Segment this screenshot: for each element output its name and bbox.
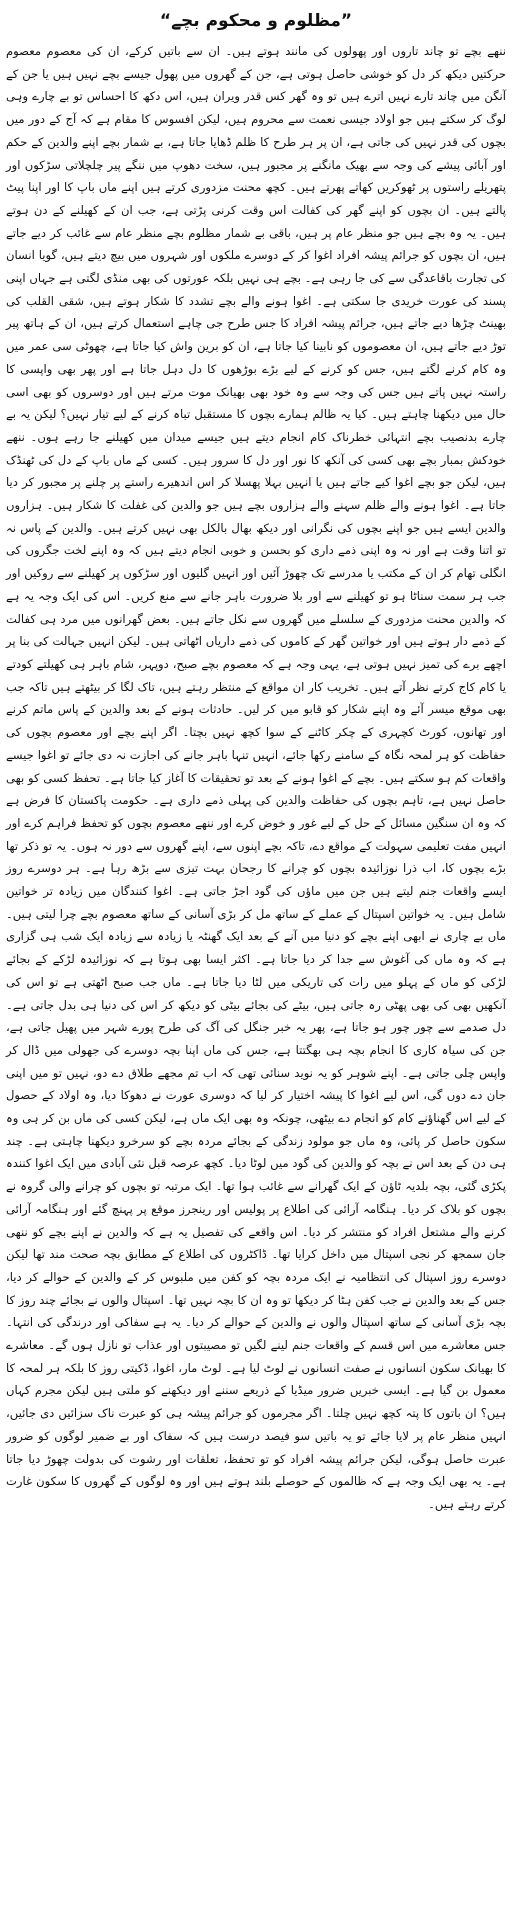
article-paragraph: ننھے بچے تو چاند تاروں اور پھولوں کی مانند ہوتے ہیں۔ ان سے باتیں کرکے، ان کی معصوم معصوم حرکتیں دیکھ کر دل کو خوشی حاصل ہوتی ہے، جن کے گھروں میں پھول جیسے بچے نہیں ہیں یا جن کے آنگن میں چاند تارے نہیں اترے ہیں تو وہ گھر کس قدر ویران ہیں، اس دکھ کا احساس تو بے چارے وہی لوگ کر سکتے ہیں جو اولاد جیسی نعمت سے محروم ہیں، لیکن افسوس کا مقام ہے کہ آج کے دور میں بچوں کی قدر نہیں کی جاتی ہے، ان پر ہر طرح کا ظلم ڈھایا جاتا ہے، بے شمار بچے اپنے والدین کے حکم اور آبائی پیشے کی وجہ سے بھیک مانگنے پر مجبور ہیں، سخت دھوپ میں ننگے پیر چلچلاتی سڑکوں اور پتھریلے راستوں پر ٹھوکریں کھاتے پھرتے ہیں۔ کچھ محنت مزدوری کرتے ہیں اپنے ماں باپ کا اور اپنا پیٹ پالتے ہیں۔ ان بچوں کو اپنے گھر کی کفالت اس وقت کرنی پڑتی ہے، جب ان کے کھیلنے کے دن ہوتے ہیں۔ یہ وہ بچے ہیں جو منظر عام پر ہیں، باقی بے شمار مظلوم بچے منظر عام سے غائب کر دیے جاتے ہیں، ان بچوں کو جرائم پیشہ افراد اغوا کر کے دوسرے ملکوں اور شہروں میں بیچ دیتے ہیں، گویا انسان کی تجارت باقاعدگی سے کی جا رہی ہے۔ بچے ہی نہیں بلکہ عورتوں کی بھی منڈی لگتی ہے جہاں اپنی پسند کی عورت خریدی جا سکتی ہے۔ اغوا ہونے والے بچے تشدد کا شکار ہوتے ہیں، شقی القلب کی بھینٹ چڑھا دیے جاتے ہیں، جرائم پیشہ افراد کا جس طرح جی چاہے استعمال کرتے ہیں، ان کے ہاتھ پیر توڑ دیے جاتے ہیں، ان معصوموں کو نابینا کیا جاتا ہے، ان کو برین واش کیا جاتا ہے، چھوٹی سی عمر میں وہ کام کرنے لگتے ہیں، جس کو کرنے کے لیے بڑے بوڑھوں کا دل دہل جاتا ہے اور پھر بھی واپسی کا راستہ نہیں پاتے ہیں جس کی وجہ سے وہ خود بھی بھیانک موت مرتے ہیں اور دوسروں کو بھی اسی حال میں دیکھنا چاہتے ہیں۔ کیا یہ ظالم ہمارے بچوں کا مستقبل تباہ کرنے کے لیے تیار نہیں؟ لیکن یہ بے چارے بدنصیب بچے انتہائی خطرناک کام انجام دیتے ہیں جیسے میدان میں کھیلنے جا رہے ہوں۔ ننھے خودکش بمبار بچے بھی کسی کی آنکھ کا نور اور دل کا سرور ہیں۔ کسی کے ماں باپ کے دل کی ٹھنڈک ہیں، لیکن جو بچے اغوا کیے جاتے ہیں یا انہیں بہلا پھسلا کر اس اندھیرے راستے پر چلنے پر مجبور کر دیا جاتا ہے۔ اغوا ہونے والے ظلم سہنے والے ہزاروں بچے ہیں جو والدین کی غفلت کا شکار ہیں۔ ہزاروں والدین ایسے ہیں جو اپنے بچوں کی نگرانی اور دیکھ بھال بالکل بھی نہیں کرتے ہیں۔ والدین کے پاس نہ تو اتنا وقت ہے اور نہ وہ اپنی ذمے داری کو بحسن و خوبی انجام دیتے ہیں کہ وہ اپنے لخت جگروں کی انگلی تھام کر ان کے مکتب یا مدرسے تک چھوڑ آئیں اور انہیں گلیوں اور سڑکوں پر کھیلنے سے روکیں اور جب ہر سمت سناٹا ہو تو کھیلنے سے اور بلا ضرورت باہر جانے سے منع کریں۔ اس کی ایک وجہ یہ ہے کہ والدین محنت مزدوری کے سلسلے میں گھروں سے نکل جاتے ہیں۔ بعض گھرانوں میں مرد ہی کفالت کے ذمے دار ہوتے ہیں اور خواتین گھر کے کاموں کی ذمے داریاں اٹھاتی ہیں۔ لیکن انہیں جہالت کی بنا پر اچھے برے کی تمیز نہیں ہوتی ہے، یہی وجہ ہے کہ معصوم بچے صبح، دوپہر، شام باہر ہی کھیلتے کودتے یا کام کاج کرتے نظر آتے ہیں۔ تخریب کار ان مواقع کے منتظر رہتے ہیں، تاک لگا کر بیٹھتے ہیں تاکہ جب بھی موقع میسر آئے وہ اپنے شکار کو قابو میں کر لیں۔ حادثات ہونے کے بعد والدین کے پاس ماتم کرنے اور تھانوں، کورٹ کچہری کے چکر کاٹنے کے سوا کچھ نہیں بچتا۔ اگر اپنے بچے اور معصوم بچوں کی حفاظت کو ہر لمحہ نگاہ کے سامنے رکھا جائے، انہیں تنہا باہر جانے کی اجازت نہ دی جائے تو اغوا جیسے واقعات کم ہو سکتے ہیں۔ بچے کے اغوا ہونے کے بعد تو تحقیقات کا آغاز کیا جاتا ہے۔ تحفظ کسی کو بھی حاصل نہیں ہے، تاہم بچوں کی حفاظت والدین کی پہلی ذمے داری ہے۔ حکومت پاکستان کا فرض ہے کہ وہ ان سنگین مسائل کے حل کے لیے غور و خوض کرے اور ننھے معصوم بچوں کو تحفظ فراہم کرے اور انہیں مفت تعلیمی سہولت کے مواقع دے، تاکہ بچے اپنوں سے، اپنے گھروں سے دور نہ ہوں۔ یہ تو ذکر تھا بڑے بچوں کا، اب ذرا نوزائیدہ بچوں کو چرانے کا رجحان بہت تیزی سے بڑھ رہا ہے۔ ہر دوسرے روز ایسے واقعات جنم لیتے ہیں جن میں ماؤں کی گود اجڑ جاتی ہے۔ اغوا کنندگان میں زیادہ تر خواتین شامل ہیں۔ یہ خواتین اسپتال کے عملے کے ساتھ مل کر بڑی آسانی کے ساتھ معصوم بچے چرا لیتی ہیں۔ ماں بے چاری نے ابھی اپنے بچے کو دنیا میں آنے کے بعد ایک گھنٹہ یا زیادہ سے زیادہ ایک شب ہی گزاری ہے کہ وہ ماں کی آغوش سے جدا کر دیا جاتا ہے۔ اکثر ایسا بھی ہوتا ہے کہ نوزائیدہ لڑکے کے بجائے لڑکی کو ماں کے پہلو میں رات کی تاریکی میں لٹا دیا جاتا ہے۔ ماں جب صبح اٹھتی ہے تو اس کی آنکھیں بھی کی بھی پھٹی رہ جاتی ہیں، بیٹے کی بجائے بیٹی کو دیکھ کر اس کی دنیا ہی بدل جاتی ہے۔ دل صدمے سے چور چور ہو جاتا ہے، پھر یہ خبر جنگل کی آگ کی طرح پورے شہر میں پھیل جاتی ہے، جن کی سیاہ کاری کا انجام بچہ ہی بھگتتا ہے، جس کی ماں اپنا بچہ دوسرے کی جھولی میں ڈال کر واپس چلی جاتی ہے۔ اپنے شوہر کو یہ نوید سنائی تھی کہ اب تم مجھے طلاق دے دو، نہیں تو میں اپنی جان دے دوں گی، اس لیے اغوا کا پیشہ اختیار کر لیا کہ دوسری عورت نے دھوکا دیا، وہ اولاد کے حصول کے لیے اس گھناؤنے کام کو انجام دے بیٹھی، چونکہ وہ بھی ایک ماں ہے، لیکن کسی کی ماں بن کر ہی وہ سکون حاصل کر پائی، وہ ماں جو مولود زندگی کے بجائے مردہ بچے کو سرخرو دیکھنا چاہتی ہے۔ چند ہی دن کے بعد اس نے بچہ کو والدین کی گود میں لوٹا دیا۔ کچھ عرصہ قبل نئی آبادی میں ایک اغوا کنندہ پکڑی گئی، بچہ بلدیہ ٹاؤن کے ایک گھرانے سے غائب ہوا تھا۔ ایک مرتبہ تو بچوں کو چرانے والی گروہ نے بچوں کو بلاک کر دیا۔ ہنگامہ آرائی کی اطلاع پر پولیس اور رینجرز موقع پر پہنچ گئے اور ہنگامہ آرائی کرنے والے مشتعل افراد کو منتشر کر دیا۔ اس واقعے کی تفصیل یہ ہے کہ والدین نے اپنے بچے کو ننھی جان سمجھ کر نجی اسپتال میں داخل کرایا تھا۔ ڈاکٹروں کی اطلاع کے مطابق بچہ صحت مند تھا لیکن دوسرے روز اسپتال کی انتظامیہ نے ایک مردہ بچہ کو کفن میں ملبوس کر کے والدین کے حوالے کر دیا، جس کے بعد والدین نے جب کفن ہٹا کر دیکھا تو وہ ان کا بچہ نہیں تھا۔ اسپتال والوں نے بجائے چند روز کا بچہ بڑی آسانی کے ساتھ اسپتال والوں نے والدین کے حوالے کر دیا۔ یہ ہے سفاکی اور درندگی کی انتہا۔ جس معاشرے میں اس قسم کے واقعات جنم لینے لگیں تو مصیبتوں اور عذاب تو نازل ہوں گے۔ معاشرے کا بھیانک سکون انسانوں نے صفت انسانوں نے لوٹ لیا ہے۔ لوٹ مار، اغوا، ڈکیتی روز کا بلکہ ہر لمحہ کا معمول بن گیا ہے۔ ایسی خبریں ضرور میڈیا کے ذریعے سننے اور دیکھنے کو ملتی ہیں لیکن مجرم کہاں ہیں؟ ان باتوں کا پتہ کچھ نہیں چلتا۔ اگر مجرموں کو جرائم پیشہ ہی کو عبرت ناک سزائیں دی جائیں، انہیں منظر عام پر لایا جائے تو یہ باتیں سو فیصد درست ہیں کہ سفاک اور بے ضمیر لوگوں کو ضرور عبرت حاصل ہوگی، لیکن جرائم پیشہ افراد کو تو تحفظ، تعلقات اور رشوت کی بدولت چھوڑ دیا جاتا ہے۔ یہ بھی ایک وجہ ہے کہ ظالموں کے حوصلے بلند ہوتے ہیں اور وہ لوگوں کے گھروں کا سکون غارت کرتے رہتے ہیں۔ [6,44,506,1511]
article-title: ”مظلوم و محکوم بچے“ [159,11,353,31]
article-body [6,40,506,1516]
